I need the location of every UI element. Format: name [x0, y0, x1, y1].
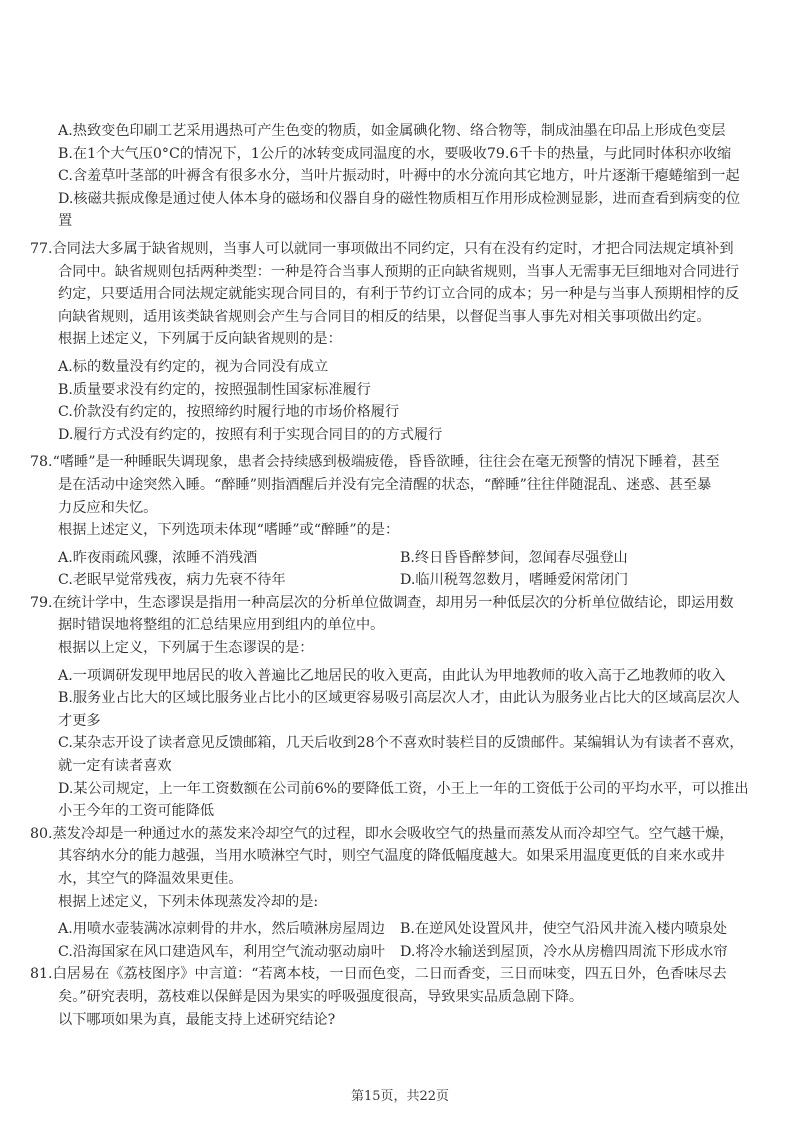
- q80-number: 80.: [30, 825, 53, 842]
- q80-prompt: 根据上述定义，下列未体现蒸发冷却的是:: [58, 893, 319, 910]
- q76-option-b: B.在1个大气压0°C的情况下，1公斤的冰转变成同温度的水，要吸收79.6千卡的热量，与此同时体积亦收缩: [58, 145, 732, 162]
- q81-number: 81.: [30, 966, 53, 983]
- q76-option-d-cont: 置: [58, 213, 73, 230]
- q79-option-a: A.一项调研发现甲地居民的收入普遍比乙地居民的收入更高，由此认为甲地教师的收入高于乙地教师的收入: [58, 667, 726, 684]
- q79-option-d: D.某公司规定，上一年工资数额在公司前6%的要降低工资，小王上一年的工资低于公司的平均水平，可以推出: [58, 780, 749, 797]
- q76-option-c: C.含羞草叶茎部的叶褥含有很多水分，当叶片振动时，叶褥中的水分流向其它地方，叶片逐渐干瘪蜷缩到一起: [58, 168, 740, 185]
- question-77: [30, 238, 748, 446]
- q78-option-d: D.临川税驾忽数月，嗜睡爱闲常闭门: [400, 572, 629, 589]
- q80-option-a: A.用喷水壶装满冰凉刺骨的井水，然后喷淋房屋周边: [58, 921, 385, 938]
- question-81: [30, 963, 748, 1031]
- page-footer: [0, 1085, 800, 1104]
- page-number: 第15页，共22页: [350, 1089, 450, 1104]
- q79-number: 79.: [30, 594, 53, 611]
- q77-stem-line-4: 向缺省规则，适用该类缺省规则会产生与合同目的相反的结果，以督促当事人事先对相关事项做出约定。: [58, 308, 711, 325]
- q77-number: 77.: [30, 240, 53, 257]
- q78-stem-line-1: 78.“嗜睡”是一种睡眠失调现象，患者会持续感到极端疲倦，昏昏欲睡，往往会在毫无预警的情况下睡着，甚至: [30, 454, 720, 471]
- q80-stem-line-3: 水，其空气的降温效果更佳。: [58, 871, 243, 887]
- page-content: [30, 120, 749, 1031]
- q79-stem-line-2: 据时错误地将整组的汇总结果应用到组内的单位中。: [58, 617, 385, 634]
- q78-options-row-2: [58, 569, 748, 592]
- q80-stem-line-1: 80.蒸发冷却是一种通过水的蒸发来冷却空气的过程，即水会吸收空气的热量而蒸发从而冷却空气。空气越干燥，: [30, 825, 734, 842]
- q79-option-b: B.服务业占比大的区域比服务业占比小的区域更容易吸引高层次人才，由此认为服务业占比大的区域高层次人: [58, 690, 740, 707]
- q77-option-d: D.履行方式没有约定的，按照有利于实现合同目的的方式履行: [58, 426, 443, 443]
- q78-options-row-1: [58, 547, 748, 570]
- q78-prompt: 根据上述定义，下列选项未体现“嗜睡”或“醉睡”的是：: [58, 522, 400, 539]
- q78-option-a: A.昨夜雨疏风骤，浓睡不消残酒: [58, 549, 258, 566]
- q78-stem-line-3: 力反应和失忆。: [58, 499, 158, 516]
- q81-stem-line-2: 矣。”研究表明，荔枝难以保鲜是因为果实的呼吸强度很高，导致果实品质急剧下降。: [58, 988, 584, 1005]
- q77-option-c: C.价款没有约定的，按照缔约时履行地的市场价格履行: [58, 404, 400, 421]
- q80-option-d: D.将冷水输送到屋顶，冷水从房檐四周流下形成水帘: [400, 943, 728, 960]
- question-79: [30, 592, 748, 823]
- q79-option-c-cont: 就一定有读者喜欢: [58, 758, 172, 775]
- q80-option-c: C.沿海国家在风口建造风车，利用空气流动驱动扇叶: [58, 943, 385, 960]
- q79-option-c: C.某杂志开设了读者意见反馈邮箱，几天后收到28个不喜欢时装栏目的反馈邮件。某编辑认为有读者不喜欢，: [58, 735, 744, 752]
- q78-stem-line-2: 是在活动中途突然入睡。“醉睡”则指酒醒后并没有完全清醒的状态，“醉睡”往往伴随混乱、迷惑、甚至暴: [58, 476, 712, 493]
- q76-option-a: A.热致变色印刷工艺采用遇热可产生色变的物质，如金属碘化物、络合物等，制成油墨在印品上形成色变层: [58, 123, 726, 139]
- q80-option-b: B.在逆风处设置风井，使空气沿风井流入楼内喷泉处: [400, 921, 728, 938]
- q80-options-row-2: [58, 941, 748, 964]
- q76-option-d: D.核磁共振成像是通过使人体本身的磁场和仪器自身的磁性物质相互作用形成检测显影，进而查看到病变的位: [58, 190, 741, 207]
- q79-stem-line-1: 79.在统计学中，生态谬误是指用一种高层次的分析单位做调查，却用另一种低层次的分析单位做结论，即运用数: [30, 594, 734, 611]
- q78-option-b: B.终日昏昏醉梦间，忽闻春尽强登山: [400, 549, 628, 566]
- q77-stem-line-1: 77.合同法大多属于缺省规则，当事人可以就同一事项做出不同约定，只有在没有约定时，才把合同法规定填补到: [30, 240, 734, 257]
- question-80: [30, 823, 748, 964]
- question-78: [30, 451, 748, 592]
- q77-stem-line-2: 合同中。缺省规则包括两种类型：一种是符合当事人预期的正向缺省规则，当事人无需事无巨细地对合同进行: [58, 263, 740, 280]
- q77-option-b: B.质量要求没有约定的，按照强制性国家标准履行: [58, 381, 371, 398]
- q78-option-c: C.老眠早觉常残夜，病力先衰不待年: [58, 572, 286, 589]
- question-76-options: [58, 120, 748, 233]
- q81-prompt: 以下哪项如果为真，最能支持上述研究结论?: [58, 1011, 336, 1028]
- q80-options-row-1: [58, 918, 748, 941]
- q79-option-b-cont: 才更多: [58, 712, 101, 729]
- q81-stem-line-1: 81.白居易在《荔枝图序》中言道：“若离本枝，一日而色变，二日而香变，三日而味变，四五日外，色香味尽去: [30, 966, 727, 983]
- q78-number: 78.: [30, 454, 53, 471]
- q80-stem-line-2: 其容纳水分的能力越强，当用水喷淋空气时，则空气温度的降低幅度越大。如果采用温度更低的自来水或井: [58, 848, 725, 865]
- q79-option-d-cont: 小王今年的工资可能降低: [58, 803, 215, 820]
- q77-prompt: 根据上述定义，下列属于反向缺省规则的是：: [58, 331, 342, 348]
- q77-stem-line-3: 约定，只要适用合同法规定就能实现合同目的，有利于节约订立合同的成本；另一种是与当事人预期相悖的反: [58, 286, 740, 303]
- q79-prompt: 根据以上定义，下列属于生态谬误的是：: [58, 640, 314, 657]
- q77-option-a: A.标的数量没有约定的，视为合同没有成立: [58, 358, 329, 375]
